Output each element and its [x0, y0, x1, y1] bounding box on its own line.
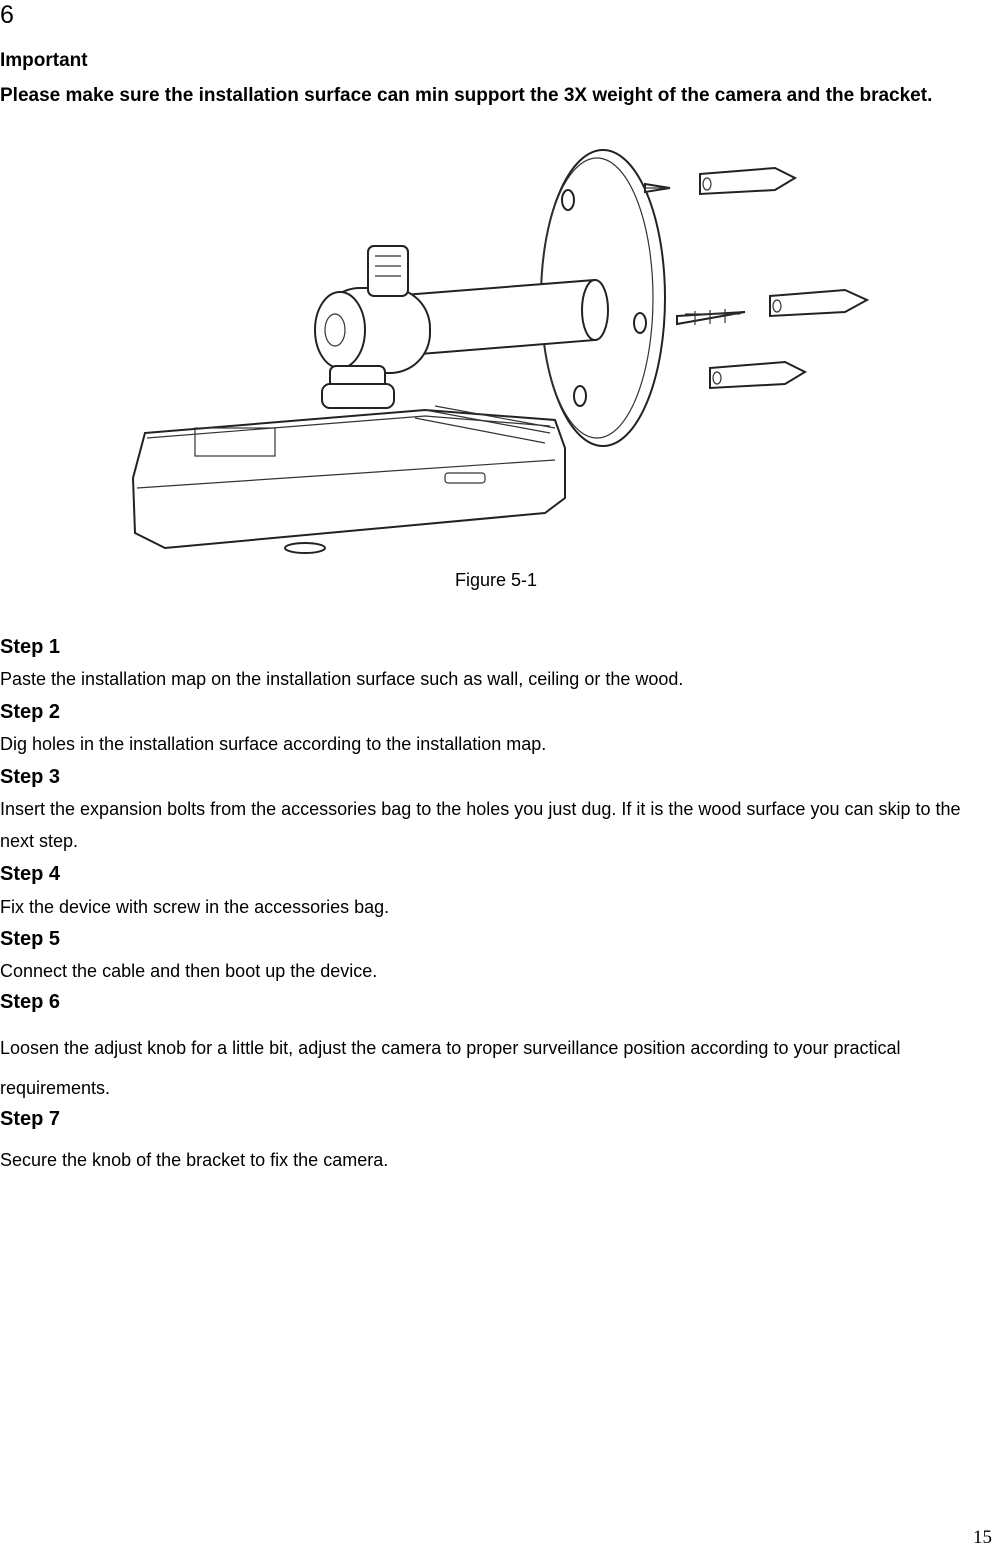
- step-4-text: Fix the device with screw in the accessories bag.: [0, 897, 390, 917]
- step-3-text: Insert the expansion bolts from the accessories bag to the holes you just dug. If it is the wood surface you can skip to the next step.: [0, 799, 961, 851]
- step-5-text: Connect the cable and then boot up the device.: [0, 961, 378, 981]
- page-number: 15: [973, 1527, 992, 1548]
- step-3-title: Step 3: [0, 766, 61, 788]
- important-notice: Please make sure the installation surface can min support the 3X weight of the camera and the bracket.: [0, 85, 933, 106]
- step-1-text: Paste the installation map on the installation surface such as wall, ceiling or the wood.: [0, 669, 684, 689]
- important-label: Important: [0, 50, 88, 71]
- step-6-title: Step 6: [0, 991, 61, 1013]
- step-6-text: Loosen the adjust knob for a little bit, adjust the camera to proper surveillance position according to your practical requirements.: [0, 1038, 901, 1098]
- step-7-title: Step 7: [0, 1108, 61, 1130]
- step-2-text: Dig holes in the installation surface according to the installation map.: [0, 734, 547, 754]
- step-5-title: Step 5: [0, 928, 61, 950]
- step-2-title: Step 2: [0, 701, 61, 723]
- step-4-title: Step 4: [0, 863, 61, 885]
- step-1-title: Step 1: [0, 636, 61, 658]
- figure-caption: Figure 5-1: [454, 570, 538, 590]
- section-number: 6: [0, 1, 14, 29]
- camera-bracket-illustration: [125, 148, 875, 558]
- step-7-text: Secure the knob of the bracket to fix the camera.: [0, 1150, 389, 1170]
